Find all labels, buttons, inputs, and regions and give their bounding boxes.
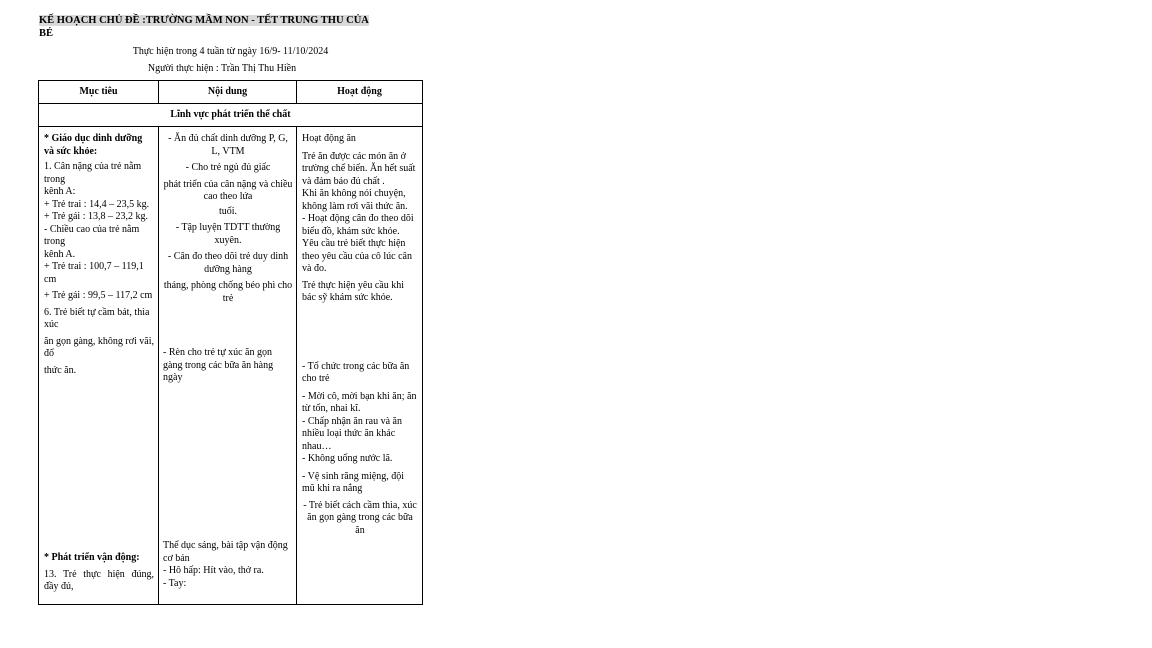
title-line-2: BÉ xyxy=(39,28,54,39)
objective-13: 13. Trẻ thực hiện đúng, đầy đủ, xyxy=(44,568,154,592)
domain-title: Lĩnh vực phát triển thể chất xyxy=(39,104,423,127)
objective-girl-height: + Trẻ gái : 99,5 – 117,2 cm xyxy=(44,290,153,301)
activity-hygiene: - Vệ sinh răng miệng, đội mũ khi ra nắng xyxy=(302,470,405,494)
activity-spoon: - Trẻ biết cách cầm thìa, xúc ăn gọn gàng trong các bữa ăn xyxy=(303,499,417,536)
activity-doctor-exam: Trẻ thực hiện yêu cầu khi bác sỹ khám sức khỏe. xyxy=(302,279,404,303)
objectives-cell xyxy=(39,127,159,605)
plan-period: Thực hiện trong 4 tuần từ ngày 16/9- 11/10/2024 xyxy=(132,46,329,57)
content-exercise: - Tập luyện TDTT thường xuyên. xyxy=(175,222,281,246)
header-objectives: Mục tiêu xyxy=(39,81,159,104)
objective-6-line3: thức ăn. xyxy=(44,364,77,376)
domain-row xyxy=(39,104,423,127)
activity-manners-group: - Mời cô, mời bạn khi ăn; ăn từ tốn, nhai kĩ. - Chấp nhận ăn rau và ăn nhiều loại thức ăn khác nhau… - Không uống nước lã. xyxy=(302,390,417,464)
title-line-1: KẾ HOẠCH CHỦ ĐỀ :TRƯỜNG MẦM NON - TẾT TRUNG THU CỦA xyxy=(39,15,369,26)
activities-cell xyxy=(297,127,423,605)
plan-author: Người thực hiện : Trần Thị Thu Hiền xyxy=(147,63,297,74)
content-measure: - Cân đo theo dõi trẻ duy dinh dưỡng hàng xyxy=(167,251,289,275)
plan-title xyxy=(39,14,399,40)
content-nutrition: - Ăn đủ chất dinh dưỡng P, G, L, VTM xyxy=(168,133,288,157)
content-arms: - Tay: xyxy=(163,577,187,589)
header-content: Nội dung xyxy=(159,81,297,104)
table-header-row xyxy=(39,81,423,104)
content-self-feeding: - Rèn cho trẻ tự xúc ăn gọn gàng trong các bữa ăn hàng ngày xyxy=(163,347,274,383)
objective-weight-height: 1. Cân nặng của trẻ nằm trong kênh A: + Trẻ trai : 14,4 – 23,5 kg. + Trẻ gái : 13,8 – 23,2 kg. - Chiều cao của trẻ nằm trong kênh A. + Trẻ trai : 100,7 – 119,1 cm xyxy=(44,161,150,285)
content-sleep: - Cho trẻ ngủ đủ giấc xyxy=(185,162,271,173)
content-age: tuổi. xyxy=(218,205,238,217)
table-body-row xyxy=(39,127,423,605)
objective-6-line1: 6. Trẻ biết tự cầm bát, thìa xúc xyxy=(44,306,150,330)
content-cell xyxy=(159,127,297,605)
activity-meal-organize: - Tổ chức trong các bữa ăn cho trẻ xyxy=(302,360,410,384)
content-breathing: - Hô hấp: Hít vào, thở ra. xyxy=(163,565,264,576)
content-growth: phát triển của cân nặng và chiều cao theo lứa xyxy=(163,178,293,202)
activity-measure-group: Khi ăn không nói chuyện, không làm rơi vãi thức ăn. - Hoạt động cân đo theo dõi biểu đồ, khám sức khỏe. Yêu cầu trẻ biết thực hiện theo yêu cầu của cô lúc cân và đo. xyxy=(302,188,414,274)
activity-eat-school-meals: Trẻ ăn được các món ăn ở trường chế biến. Ăn hết suất và đảm bảo đủ chất . xyxy=(302,150,416,187)
header-activities: Hoạt động xyxy=(297,81,423,104)
objective-heading-motor: * Phát triển vận động: xyxy=(44,552,140,563)
content-obesity: tháng, phòng chống béo phì cho trẻ xyxy=(163,280,293,304)
activity-eating: Hoạt động ăn xyxy=(302,133,356,144)
content-morning-exercise: Thể dục sáng, bài tập vận động cơ bản xyxy=(163,540,288,564)
plan-table xyxy=(38,80,423,605)
objective-6-line2: ăn gọn gàng, không rơi vãi, đổ xyxy=(44,335,154,359)
objective-heading-nutrition: * Giáo dục dinh dưỡng và sức khỏe: xyxy=(44,133,143,157)
